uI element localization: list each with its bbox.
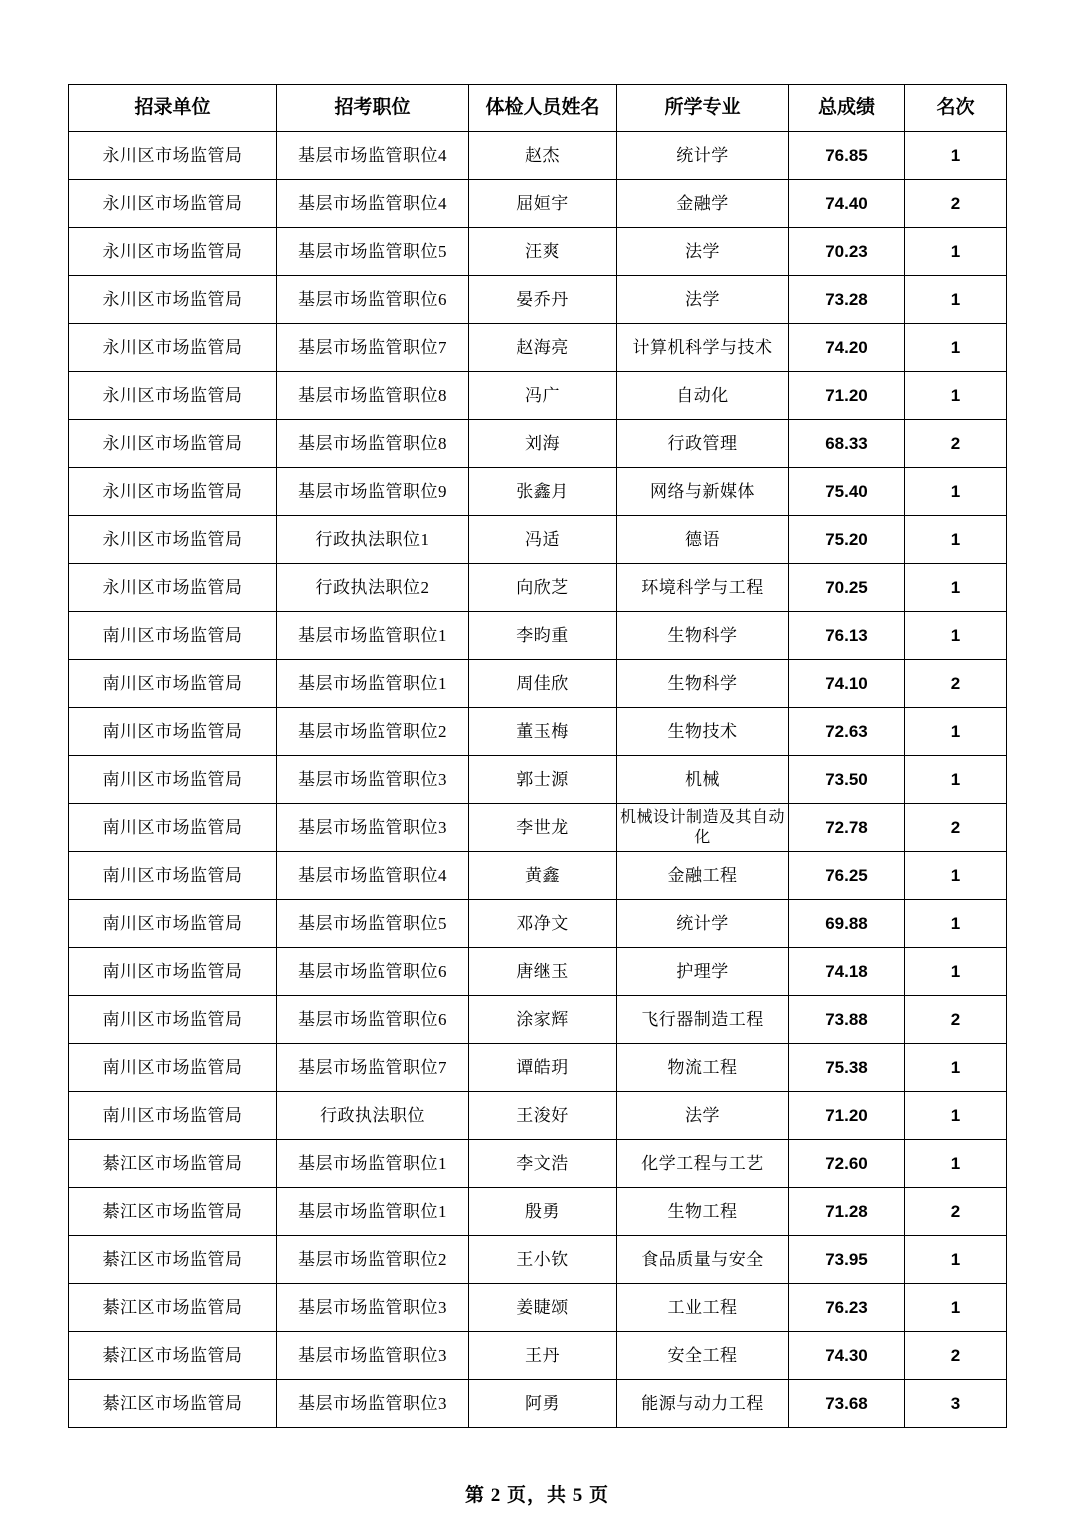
table-row xyxy=(69,468,1007,516)
table-body xyxy=(69,132,1007,1428)
table-row xyxy=(69,1188,1007,1236)
cell-unit: 南川区市场监管局 xyxy=(69,756,277,804)
cell-rank: 1 xyxy=(905,324,1007,372)
cell-major: 金融工程 xyxy=(617,852,789,900)
cell-unit: 綦江区市场监管局 xyxy=(69,1284,277,1332)
cell-rank: 1 xyxy=(905,132,1007,180)
table-row xyxy=(69,228,1007,276)
cell-position: 基层市场监管职位5 xyxy=(277,228,469,276)
cell-rank: 1 xyxy=(905,1044,1007,1092)
cell-score: 74.20 xyxy=(789,324,905,372)
cell-unit: 永川区市场监管局 xyxy=(69,276,277,324)
cell-rank: 2 xyxy=(905,1332,1007,1380)
column-header-rank: 名次 xyxy=(905,85,1007,132)
cell-name: 汪爽 xyxy=(469,228,617,276)
column-header-position: 招考职位 xyxy=(277,85,469,132)
cell-score: 73.88 xyxy=(789,996,905,1044)
cell-unit: 綦江区市场监管局 xyxy=(69,1332,277,1380)
column-header-major: 所学专业 xyxy=(617,85,789,132)
cell-rank: 2 xyxy=(905,1188,1007,1236)
cell-position: 基层市场监管职位4 xyxy=(277,852,469,900)
table-row xyxy=(69,900,1007,948)
cell-position: 行政执法职位1 xyxy=(277,516,469,564)
table-row xyxy=(69,1332,1007,1380)
table-row xyxy=(69,756,1007,804)
cell-position: 基层市场监管职位1 xyxy=(277,1188,469,1236)
cell-name: 殷勇 xyxy=(469,1188,617,1236)
cell-position: 基层市场监管职位6 xyxy=(277,948,469,996)
cell-unit: 南川区市场监管局 xyxy=(69,996,277,1044)
cell-position: 基层市场监管职位6 xyxy=(277,996,469,1044)
cell-unit: 永川区市场监管局 xyxy=(69,468,277,516)
cell-rank: 2 xyxy=(905,996,1007,1044)
cell-position: 基层市场监管职位2 xyxy=(277,1236,469,1284)
cell-major: 机械设计制造及其自动化 xyxy=(617,804,789,852)
cell-major: 金融学 xyxy=(617,180,789,228)
table-header xyxy=(69,85,1007,132)
cell-unit: 南川区市场监管局 xyxy=(69,1044,277,1092)
cell-major: 食品质量与安全 xyxy=(617,1236,789,1284)
cell-score: 71.20 xyxy=(789,1092,905,1140)
cell-unit: 綦江区市场监管局 xyxy=(69,1380,277,1428)
cell-unit: 永川区市场监管局 xyxy=(69,180,277,228)
cell-name: 阿勇 xyxy=(469,1380,617,1428)
table-row xyxy=(69,708,1007,756)
table-row xyxy=(69,996,1007,1044)
cell-major: 法学 xyxy=(617,276,789,324)
table-row xyxy=(69,132,1007,180)
cell-score: 72.60 xyxy=(789,1140,905,1188)
cell-name: 涂家辉 xyxy=(469,996,617,1044)
cell-major: 安全工程 xyxy=(617,1332,789,1380)
cell-rank: 1 xyxy=(905,1140,1007,1188)
records-table xyxy=(68,84,1007,1428)
cell-name: 邓净文 xyxy=(469,900,617,948)
cell-score: 73.95 xyxy=(789,1236,905,1284)
cell-major: 生物科学 xyxy=(617,612,789,660)
cell-rank: 2 xyxy=(905,180,1007,228)
cell-unit: 南川区市场监管局 xyxy=(69,948,277,996)
cell-score: 72.78 xyxy=(789,804,905,852)
cell-name: 王丹 xyxy=(469,1332,617,1380)
cell-name: 赵海亮 xyxy=(469,324,617,372)
cell-unit: 綦江区市场监管局 xyxy=(69,1236,277,1284)
cell-score: 68.33 xyxy=(789,420,905,468)
cell-name: 刘海 xyxy=(469,420,617,468)
cell-name: 谭皓玥 xyxy=(469,1044,617,1092)
cell-major: 工业工程 xyxy=(617,1284,789,1332)
table-row xyxy=(69,1236,1007,1284)
cell-name: 周佳欣 xyxy=(469,660,617,708)
cell-unit: 永川区市场监管局 xyxy=(69,564,277,612)
cell-name: 王浚好 xyxy=(469,1092,617,1140)
cell-rank: 1 xyxy=(905,1092,1007,1140)
cell-position: 基层市场监管职位3 xyxy=(277,804,469,852)
cell-unit: 南川区市场监管局 xyxy=(69,900,277,948)
cell-unit: 南川区市场监管局 xyxy=(69,1092,277,1140)
cell-score: 76.23 xyxy=(789,1284,905,1332)
cell-name: 赵杰 xyxy=(469,132,617,180)
cell-name: 王小钦 xyxy=(469,1236,617,1284)
cell-rank: 1 xyxy=(905,228,1007,276)
cell-name: 张鑫月 xyxy=(469,468,617,516)
cell-name: 冯适 xyxy=(469,516,617,564)
cell-unit: 永川区市场监管局 xyxy=(69,372,277,420)
page-footer: 第 2 页，共 5 页 xyxy=(464,1485,609,1506)
cell-name: 唐继玉 xyxy=(469,948,617,996)
cell-major: 统计学 xyxy=(617,132,789,180)
table-row xyxy=(69,612,1007,660)
cell-major: 德语 xyxy=(617,516,789,564)
cell-score: 74.30 xyxy=(789,1332,905,1380)
cell-score: 76.85 xyxy=(789,132,905,180)
records-table-container xyxy=(68,84,1006,1428)
cell-score: 73.68 xyxy=(789,1380,905,1428)
table-header-row xyxy=(69,85,1007,132)
table-row xyxy=(69,420,1007,468)
cell-position: 基层市场监管职位2 xyxy=(277,708,469,756)
cell-rank: 1 xyxy=(905,852,1007,900)
column-header-unit: 招录单位 xyxy=(69,85,277,132)
table-row xyxy=(69,852,1007,900)
cell-major: 环境科学与工程 xyxy=(617,564,789,612)
cell-rank: 1 xyxy=(905,948,1007,996)
cell-name: 李世龙 xyxy=(469,804,617,852)
cell-score: 74.10 xyxy=(789,660,905,708)
cell-score: 72.63 xyxy=(789,708,905,756)
cell-rank: 1 xyxy=(905,756,1007,804)
cell-rank: 1 xyxy=(905,372,1007,420)
cell-score: 74.18 xyxy=(789,948,905,996)
cell-rank: 1 xyxy=(905,564,1007,612)
table-row xyxy=(69,372,1007,420)
cell-name: 郭士源 xyxy=(469,756,617,804)
table-row xyxy=(69,804,1007,852)
table-row xyxy=(69,324,1007,372)
cell-position: 基层市场监管职位4 xyxy=(277,180,469,228)
cell-major: 机械 xyxy=(617,756,789,804)
table-row xyxy=(69,516,1007,564)
cell-name: 向欣芝 xyxy=(469,564,617,612)
table-row xyxy=(69,948,1007,996)
table-row xyxy=(69,276,1007,324)
cell-unit: 永川区市场监管局 xyxy=(69,132,277,180)
table-row xyxy=(69,1380,1007,1428)
cell-major: 自动化 xyxy=(617,372,789,420)
cell-name: 冯广 xyxy=(469,372,617,420)
cell-rank: 1 xyxy=(905,276,1007,324)
cell-position: 基层市场监管职位1 xyxy=(277,1140,469,1188)
cell-rank: 2 xyxy=(905,804,1007,852)
table-row xyxy=(69,564,1007,612)
cell-major: 法学 xyxy=(617,228,789,276)
cell-position: 基层市场监管职位5 xyxy=(277,900,469,948)
cell-unit: 綦江区市场监管局 xyxy=(69,1140,277,1188)
cell-score: 76.25 xyxy=(789,852,905,900)
cell-score: 75.40 xyxy=(789,468,905,516)
cell-rank: 1 xyxy=(905,468,1007,516)
cell-rank: 2 xyxy=(905,420,1007,468)
cell-major: 生物科学 xyxy=(617,660,789,708)
cell-position: 基层市场监管职位1 xyxy=(277,660,469,708)
cell-score: 71.20 xyxy=(789,372,905,420)
cell-rank: 1 xyxy=(905,516,1007,564)
cell-name: 姜睫颂 xyxy=(469,1284,617,1332)
cell-major: 法学 xyxy=(617,1092,789,1140)
cell-score: 75.38 xyxy=(789,1044,905,1092)
cell-score: 70.25 xyxy=(789,564,905,612)
cell-major: 生物技术 xyxy=(617,708,789,756)
table-row xyxy=(69,1092,1007,1140)
column-header-score: 总成绩 xyxy=(789,85,905,132)
cell-score: 70.23 xyxy=(789,228,905,276)
cell-unit: 南川区市场监管局 xyxy=(69,804,277,852)
cell-name: 晏乔丹 xyxy=(469,276,617,324)
cell-position: 行政执法职位2 xyxy=(277,564,469,612)
cell-position: 基层市场监管职位3 xyxy=(277,756,469,804)
cell-name: 李文浩 xyxy=(469,1140,617,1188)
cell-score: 69.88 xyxy=(789,900,905,948)
cell-position: 基层市场监管职位8 xyxy=(277,372,469,420)
cell-major: 护理学 xyxy=(617,948,789,996)
cell-rank: 1 xyxy=(905,1284,1007,1332)
cell-position: 基层市场监管职位9 xyxy=(277,468,469,516)
cell-unit: 綦江区市场监管局 xyxy=(69,1188,277,1236)
cell-unit: 南川区市场监管局 xyxy=(69,852,277,900)
cell-rank: 1 xyxy=(905,1236,1007,1284)
cell-unit: 南川区市场监管局 xyxy=(69,660,277,708)
cell-unit: 南川区市场监管局 xyxy=(69,612,277,660)
cell-unit: 永川区市场监管局 xyxy=(69,228,277,276)
cell-position: 基层市场监管职位7 xyxy=(277,1044,469,1092)
cell-position: 基层市场监管职位1 xyxy=(277,612,469,660)
cell-score: 75.20 xyxy=(789,516,905,564)
cell-position: 基层市场监管职位7 xyxy=(277,324,469,372)
cell-score: 73.50 xyxy=(789,756,905,804)
cell-rank: 2 xyxy=(905,660,1007,708)
cell-name: 黄鑫 xyxy=(469,852,617,900)
cell-position: 基层市场监管职位4 xyxy=(277,132,469,180)
cell-score: 71.28 xyxy=(789,1188,905,1236)
cell-major: 行政管理 xyxy=(617,420,789,468)
cell-rank: 1 xyxy=(905,708,1007,756)
cell-major: 网络与新媒体 xyxy=(617,468,789,516)
cell-position: 基层市场监管职位8 xyxy=(277,420,469,468)
cell-unit: 南川区市场监管局 xyxy=(69,708,277,756)
cell-rank: 1 xyxy=(905,900,1007,948)
cell-name: 董玉梅 xyxy=(469,708,617,756)
cell-score: 73.28 xyxy=(789,276,905,324)
table-row xyxy=(69,1140,1007,1188)
table-row xyxy=(69,1284,1007,1332)
cell-position: 基层市场监管职位3 xyxy=(277,1284,469,1332)
cell-major: 飞行器制造工程 xyxy=(617,996,789,1044)
cell-major: 统计学 xyxy=(617,900,789,948)
cell-major: 能源与动力工程 xyxy=(617,1380,789,1428)
cell-major: 计算机科学与技术 xyxy=(617,324,789,372)
table-row xyxy=(69,1044,1007,1092)
table-row xyxy=(69,660,1007,708)
cell-rank: 1 xyxy=(905,612,1007,660)
cell-position: 基层市场监管职位6 xyxy=(277,276,469,324)
table-row xyxy=(69,180,1007,228)
cell-major: 化学工程与工艺 xyxy=(617,1140,789,1188)
cell-position: 基层市场监管职位3 xyxy=(277,1380,469,1428)
cell-score: 74.40 xyxy=(789,180,905,228)
cell-major: 物流工程 xyxy=(617,1044,789,1092)
cell-unit: 永川区市场监管局 xyxy=(69,516,277,564)
cell-major: 生物工程 xyxy=(617,1188,789,1236)
cell-score: 76.13 xyxy=(789,612,905,660)
cell-unit: 永川区市场监管局 xyxy=(69,324,277,372)
column-header-name: 体检人员姓名 xyxy=(469,85,617,132)
cell-rank: 3 xyxy=(905,1380,1007,1428)
cell-position: 基层市场监管职位3 xyxy=(277,1332,469,1380)
cell-name: 李昀重 xyxy=(469,612,617,660)
cell-name: 屈姮宇 xyxy=(469,180,617,228)
cell-unit: 永川区市场监管局 xyxy=(69,420,277,468)
cell-position: 行政执法职位 xyxy=(277,1092,469,1140)
